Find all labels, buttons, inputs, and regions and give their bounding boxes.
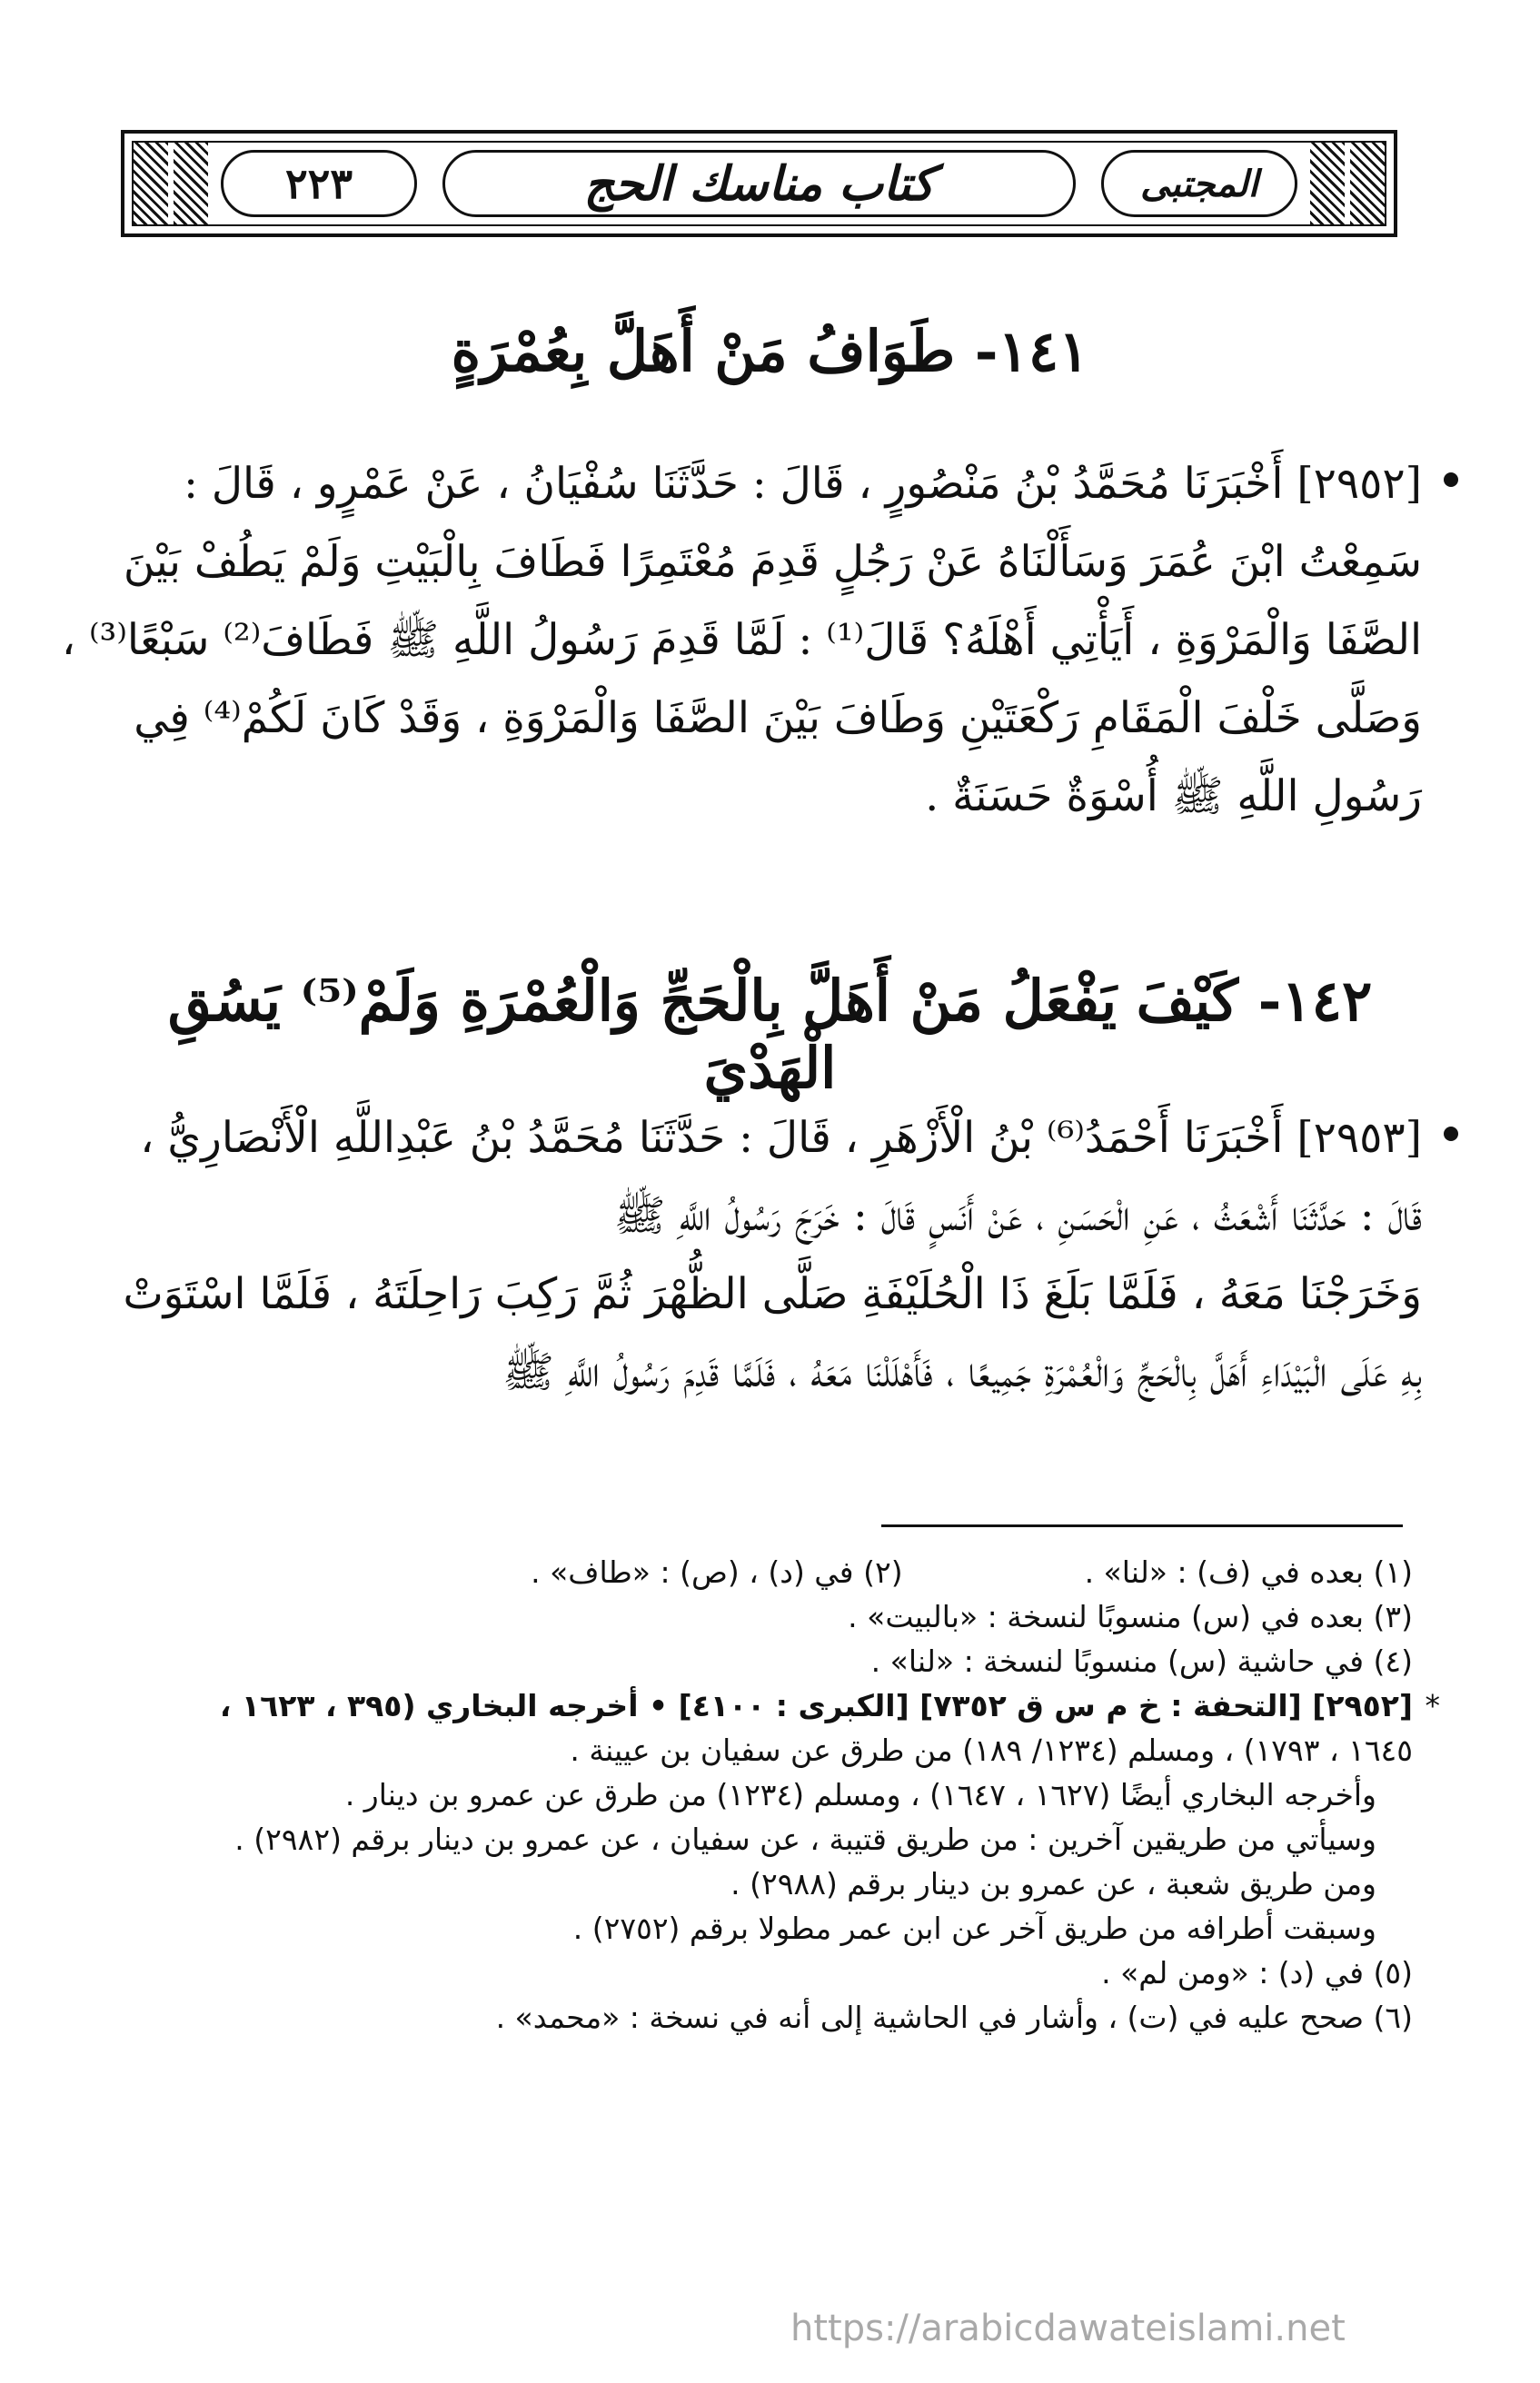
hadith-2953 xyxy=(118,1099,1422,1412)
chapter-heading-142: ١٤٢- كَيْفَ يَفْعَلُ مَنْ أَهَلَّ بِالْحَجِّ وَالْعُمْرَةِ وَلَمْ⁽⁵⁾ يَسُقِ الْهَدْيَ xyxy=(167,968,1373,1102)
text-line: قَالَ : حَدَّثَنَا أَشْعَثُ ، عَنِ الْحَسَنِ ، عَنْ أَنَسٍ قَالَ : خَرَجَ رَسُولُ اللَّهِ ﷺ xyxy=(613,1191,1422,1241)
takhrij-line: ١٦٤٥ ، ١٧٩٣) ، ومسلم (١٢٣٤/ ١٨٩) من طرق عن سفيان بن عيينة . xyxy=(570,1733,1413,1768)
takhrij-line: وأخرجه البخاري أيضًا (١٦٢٧ ، ١٦٤٧) ، ومسلم (١٢٣٤) من طرق عن عمرو بن دينار . xyxy=(344,1777,1376,1812)
page-header xyxy=(121,130,1397,237)
section-title-cartouche xyxy=(442,150,1076,217)
takhrij-line: [٢٩٥٢] [التحفة : خ م س ق ٧٣٥٢] [الكبرى : ٤١٠٠] • أخرجه البخاري (٣٩٥ ، ١٦٢٣ ، xyxy=(219,1688,1413,1723)
ornament-right-inner xyxy=(1310,143,1345,224)
watermark: https://arabicdawateislami.net xyxy=(790,2308,1346,2349)
text-line: وَصَلَّى خَلْفَ الْمَقَامِ رَكْعَتَيْنِ وَطَافَ بَيْنَ الصَّفَا وَالْمَرْوَةِ ، وَقَدْ كَانَ لَكُمْ⁽⁴⁾ فِي xyxy=(134,693,1422,743)
footnote-separator xyxy=(881,1524,1403,1527)
hadith-2952 xyxy=(61,445,1422,836)
bullet-icon xyxy=(1444,472,1458,487)
text-line: بِهِ عَلَى الْبَيْدَاءِ أَهَلَّ بِالْحَجِّ وَالْعُمْرَةِ جَمِيعًا ، فَأَهْلَلْنَا مَعَهُ ، فَلَمَّا قَدِمَ رَسُولُ اللَّهِ ﷺ xyxy=(502,1347,1422,1397)
footnote-4: (٤) في حاشية (س) منسوبًا لنسخة : «لنا» . xyxy=(870,1643,1413,1679)
page-number-cartouche xyxy=(221,150,417,217)
takhrij-line: وسيأتي من طريقين آخرين : من طريق قتيبة ، عن سفيان ، عن عمرو بن دينار برقم (٢٩٨٢) . xyxy=(234,1822,1376,1857)
footnote-6: (٦) صحح عليه في (ت) ، وأشار في الحاشية إلى أنه في نسخة : «محمد» . xyxy=(495,2000,1413,2035)
ornament-right xyxy=(1350,143,1385,224)
chapter-heading-141: ١٤١- طَوَافُ مَنْ أَهَلَّ بِعُمْرَةٍ xyxy=(451,318,1089,384)
star-icon: * xyxy=(1425,1688,1440,1723)
footnote-5: (٥) في (د) : «ومن لم» . xyxy=(1101,1955,1413,1991)
bullet-icon xyxy=(1444,1127,1458,1141)
section-title: كتاب مناسك الحج xyxy=(583,155,935,212)
footnote-2: (٢) في (د) ، (ص) : «طاف» . xyxy=(531,1554,903,1590)
book-name: المجتبى xyxy=(1140,162,1258,205)
takhrij-block xyxy=(127,1683,1440,1951)
header-frame xyxy=(132,141,1386,226)
ornament-left xyxy=(134,143,168,224)
text-line: [٢٩٥٣] أَخْبَرَنَا أَحْمَدُ⁽⁶⁾ بْنُ الْأَزْهَرِ ، قَالَ : حَدَّثَنَا مُحَمَّدُ بْنُ عَبْدِاللَّهِ الْأَنْصَارِيُّ ، xyxy=(140,1113,1422,1163)
footnote-1: (١) بعده في (ف) : «لنا» . xyxy=(1084,1554,1413,1590)
footnote-3: (٣) بعده في (س) منسوبًا لنسخة : «بالبيت» . xyxy=(848,1599,1413,1634)
takhrij-line: ومن طريق شعبة ، عن عمرو بن دينار برقم (٢٩٨٨) . xyxy=(730,1866,1376,1901)
ornament-left-inner xyxy=(174,143,208,224)
text-line: وَخَرَجْنَا مَعَهُ ، فَلَمَّا بَلَغَ ذَا الْحُلَيْفَةِ صَلَّى الظُّهْرَ ثُمَّ رَكِبَ رَاحِلَتَهُ ، فَلَمَّا اسْتَوَتْ xyxy=(123,1269,1422,1319)
text-line: رَسُولِ اللَّهِ ﷺ أُسْوَةٌ حَسَنَةٌ . xyxy=(925,771,1422,821)
text-line: [٢٩٥٢] أَخْبَرَنَا مُحَمَّدُ بْنُ مَنْصُورٍ ، قَالَ : حَدَّثَنَا سُفْيَانُ ، عَنْ عَمْرٍو ، قَالَ : xyxy=(184,459,1422,509)
page-number: ٢٢٣ xyxy=(284,159,353,208)
footnotes xyxy=(127,1550,1440,2040)
text-line: سَمِعْتُ ابْنَ عُمَرَ وَسَأَلْنَاهُ عَنْ رَجُلٍ قَدِمَ مُعْتَمِرًا فَطَافَ بِالْبَيْتِ وَلَمْ يَطُفْ بَيْنَ xyxy=(123,537,1422,587)
footnote-row xyxy=(127,1550,1413,1594)
text-line: الصَّفَا وَالْمَرْوَةِ ، أَيَأْتِي أَهْلَهُ؟ قَالَ⁽¹⁾ : لَمَّا قَدِمَ رَسُولُ اللَّهِ ﷺ فَطَافَ⁽²⁾ سَبْعًا⁽³⁾ ، xyxy=(61,615,1422,665)
takhrij-line: وسبقت أطرافه من طريق آخر عن ابن عمر مطولا برقم (٢٧٥٢) . xyxy=(572,1911,1376,1946)
book-name-cartouche xyxy=(1101,150,1297,217)
